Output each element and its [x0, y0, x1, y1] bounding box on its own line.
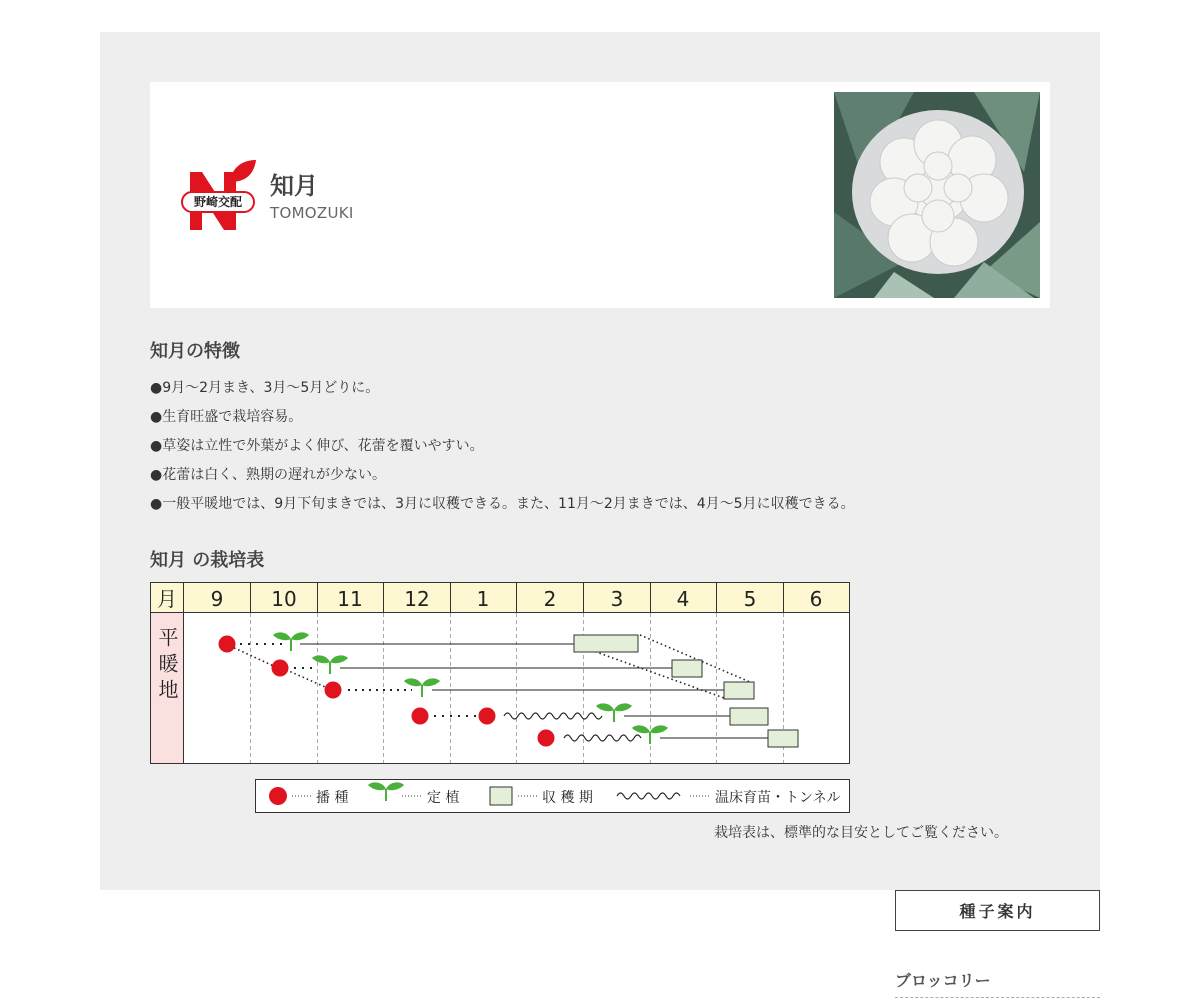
month-label: 6 [809, 587, 823, 611]
svg-text:定 植: 定 植 [427, 790, 460, 806]
month-label: 2 [543, 587, 557, 611]
feature-item: ● 花蕾は白く、熟期の遅れが少ない。 [150, 461, 855, 490]
category-link-broccoli[interactable]: ブロッコリー [895, 968, 1100, 998]
features-heading: 知月の特徴 [150, 341, 240, 362]
feature-item: ● 一般平暖地では、9月下旬まきでは、3月に収穫できる。また、11月〜2月まきでは、4月〜5月に収穫できる。 [150, 490, 855, 519]
month-label: 12 [404, 587, 430, 611]
month-label: 3 [610, 587, 624, 611]
month-label: 11 [337, 587, 363, 611]
features-list [150, 374, 855, 519]
region-label: 平暖地 [155, 627, 179, 705]
svg-text:野崎交配: 野崎交配 [193, 195, 243, 209]
product-subtitle: TOMOZUKI [270, 204, 354, 222]
month-label: 5 [743, 587, 757, 611]
schedule-heading: 知月 の栽培表 [150, 550, 265, 571]
feature-item: ● 生育旺盛で栽培容易。 [150, 403, 855, 432]
svg-text:温床育苗・トンネル: 温床育苗・トンネル [715, 790, 841, 806]
month-label: 10 [271, 587, 297, 611]
svg-text:播 種: 播 種 [316, 790, 349, 806]
product-header [150, 82, 1050, 308]
feature-item: ● 草姿は立性で外葉がよく伸び、花蕾を覆いやすい。 [150, 432, 855, 461]
content-panel [100, 32, 1100, 890]
product-title: 知月 [270, 172, 318, 200]
svg-text:収 穫 期: 収 穫 期 [542, 790, 593, 806]
seed-guide-button[interactable]: 種子案内 [895, 890, 1100, 931]
schedule-note: 栽培表は、標準的な目安としてご覧ください。 [714, 825, 1008, 841]
month-header-label: 月 [157, 587, 177, 611]
nozaki-logo [180, 158, 258, 232]
cauliflower-photo [834, 92, 1040, 298]
month-label: 9 [210, 587, 224, 611]
cultivation-schedule [150, 582, 852, 816]
schedule-legend [256, 780, 850, 813]
month-label: 1 [476, 587, 490, 611]
feature-item: ● 9月〜2月まき、3月〜5月どりに。 [150, 374, 855, 403]
month-label: 4 [676, 587, 690, 611]
